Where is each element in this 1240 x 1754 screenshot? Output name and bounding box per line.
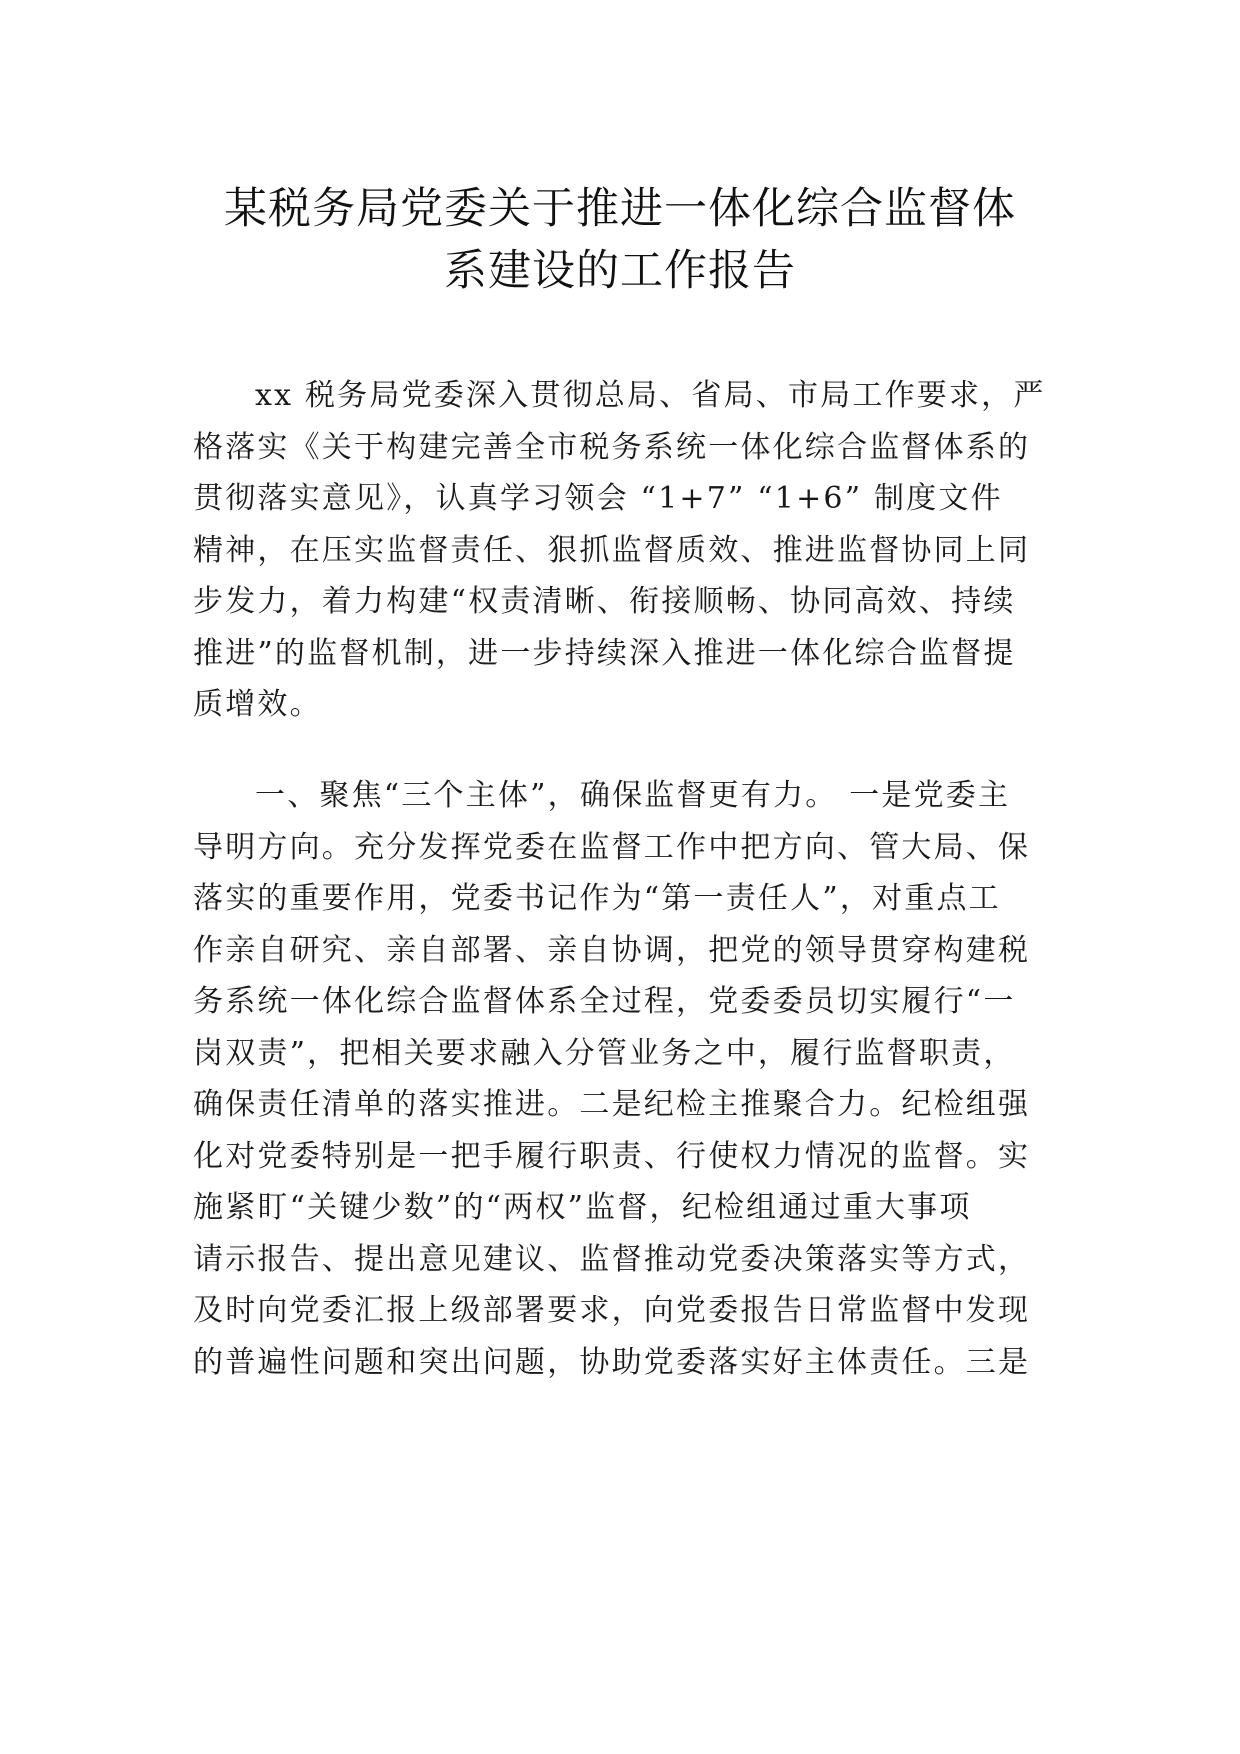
paragraph-line: 作亲自研究、亲自部署、亲自协调，把党的领导贯穿构建税	[193, 932, 1031, 968]
paragraph-line: 精神，在压实监督责任、狠抓监督质效、推进监督协同上同	[193, 532, 1031, 568]
paragraph-line: 化对党委特别是一把手履行职责、行使权力情况的监督。实	[193, 1138, 1031, 1174]
paragraph-line: 务系统一体化综合监督体系全过程，党委委员切实履行“一	[193, 984, 1016, 1019]
paragraph-line: 步发力，着力构建“权责清晰、衔接顺畅、协同高效、持续	[193, 584, 1016, 619]
paragraph-line: 确保责任清单的落实推进。二是纪检主推聚合力。纪检组强	[193, 1087, 1031, 1122]
paragraph-line: 及时向党委汇报上级部署要求，向党委报告日常监督中发现	[193, 1293, 1031, 1328]
paragraph-line: 落实的重要作用，党委书记作为“第一责任人”，对重点工	[193, 881, 1001, 916]
title-line: 某税务局党委关于推进一体化综合监督体	[224, 184, 1016, 234]
paragraph-line: 格落实《关于构建完善全市税务系统一体化综合监督体系的	[193, 429, 1031, 465]
paragraph-line: 贯彻落实意见》，认真学习领会 “1+7” “1+6” 制度文件	[193, 481, 1003, 516]
paragraph-line: 质增效。	[193, 687, 322, 722]
title-line: 系建设的工作报告	[444, 246, 796, 296]
document-title	[150, 178, 1090, 302]
paragraph-line: 推进”的监督机制，进一步持续深入推进一体化综合监督提	[193, 635, 1016, 671]
paragraph-line: 的普遍性问题和突出问题，协助党委落实好主体责任。三是	[193, 1344, 1031, 1380]
paragraph-line: 一、聚焦“三个主体”，确保监督更有力。 一是党委主	[255, 778, 1011, 813]
paragraph-line: 施紧盯“关键少数”的“两权”监督，纪检组通过重大事项	[193, 1190, 972, 1225]
paragraph-intro	[193, 370, 1053, 731]
paragraph-line: 请示报告、提出意见建议、监督推动党委决策落实等方式，	[193, 1241, 1031, 1277]
paragraph-line: 导明方向。充分发挥党委在监督工作中把方向、管大局、保	[193, 829, 1031, 865]
paragraph-section-one	[193, 770, 1053, 1388]
paragraph-line: 岗双责”，把相关要求融入分管业务之中，履行监督职责，	[193, 1035, 1016, 1071]
paragraph-line: xx 税务局党委深入贯彻总局、省局、市局工作要求，严	[255, 378, 1046, 413]
